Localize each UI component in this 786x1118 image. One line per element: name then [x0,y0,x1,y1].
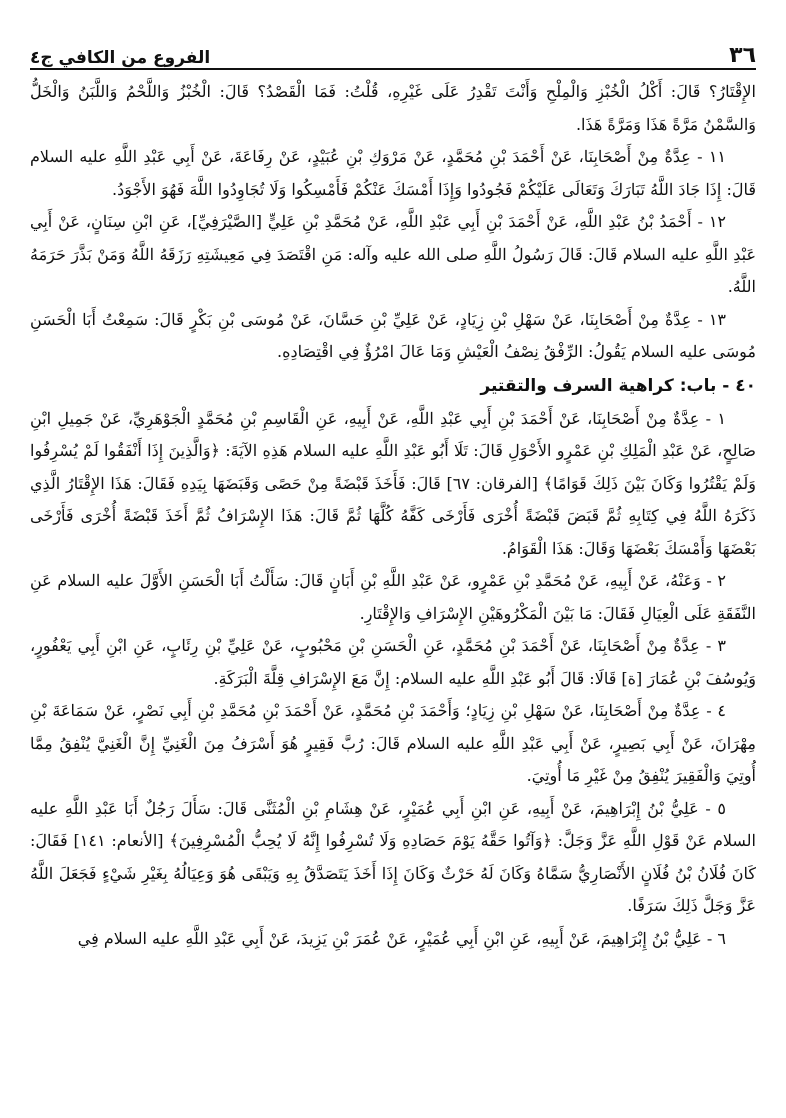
book-title: الفروع من الكافي ج٤ [30,48,211,68]
hadith-6: ٦ - عَلِيُّ بْنُ إِبْرَاهِيمَ، عَنْ أَبِيهِ، عَنِ ابْنِ أَبِي عُمَيْرٍ، عَنْ عُمَرَ بْنِ يَزِيدَ، عَنْ أَبِي عَبْدِ اللَّهِ عليه السلام فِي [77,928,726,948]
hadith-1: ١ - عِدَّةٌ مِنْ أَصْحَابِنَا، عَنْ أَحْمَدَ بْنِ أَبِي عَبْدِ اللَّهِ، عَنْ أَبِيهِ، عَنِ الْقَاسِمِ بْنِ مُحَمَّدٍ الْجَوْهَرِيِّ، عَنْ جَمِيلِ ابْنِ صَالِحٍ، عَنْ عَبْدِ الْمَلِكِ بْنِ عَمْرٍو الأَحْوَلِ قَالَ: تَلَا أَبُو عَبْدِ اللَّهِ عليه السلام هَذِهِ الآيَةَ: ﴿وَالَّذِينَ إِذَا أَنْفَقُوا لَمْ يُسْرِفُوا وَلَمْ يَقْتُرُوا وَكَانَ بَيْنَ ذَلِكَ قَوَامًا﴾ [الفرقان: ٦٧] قَالَ: فَأَخَذَ قَبْضَةً مِنْ حَصًى وَقَبَضَهَا بِيَدِهِ فَقَالَ: هَذَا الإِقْتَارُ الَّذِي ذَكَرَهُ اللَّهُ فِي كِتَابِهِ ثُمَّ قَبَضَ قَبْضَةً أُخْرَى فَأَرْخَى كَفَّهُ كُلَّهَا ثُمَّ قَالَ: هَذَا الإِسْرَافُ ثُمَّ أَخَذَ قَبْضَةً أُخْرَى فَأَرْخَى بَعْضَهَا وَأَمْسَكَ بَعْضَهَا وَقَالَ: هَذَا الْقَوَامُ. [30,408,757,558]
hadith-4: ٤ - عِدَّةٌ مِنْ أَصْحَابِنَا، عَنْ سَهْلِ بْنِ زِيَادٍ؛ وَأَحْمَدَ بْنِ مُحَمَّدٍ، عَنْ أَحْمَدَ بْنِ مُحَمَّدِ بْنِ أَبِي نَصْرٍ، عَنْ سَمَاعَةَ بْنِ مِهْرَانَ، عَنْ أَبِي بَصِيرٍ، عَنْ أَبِي عَبْدِ اللَّهِ عليه السلام قَالَ: رُبَّ فَقِيرٍ هُوَ أَسْرَفُ مِنَ الْغَنِيِّ إِنَّ الْغَنِيَّ يُنْفِقُ مِمَّا أُوتِيَ وَالْفَقِيرَ يُنْفِقُ مِنْ غَيْرِ مَا أُوتِيَ. [30,701,756,785]
hadith-5: ٥ - عَلِيُّ بْنُ إِبْرَاهِيمَ، عَنْ أَبِيهِ، عَنِ ابْنِ أَبِي عُمَيْرٍ، عَنْ هِشَامِ بْنِ الْمُثَنَّى قَالَ: سَأَلَ رَجُلٌ أَبَا عَبْدِ اللَّهِ عليه السلام عَنْ قَوْلِ اللَّهِ عَزَّ وَجَلَّ: ﴿وَآتُوا حَقَّهُ يَوْمَ حَصَادِهِ وَلَا تُسْرِفُوا إِنَّهُ لَا يُحِبُّ الْمُسْرِفِينَ﴾ [الأنعام: ١٤١] فَقَالَ: كَانَ فُلَانُ بْنُ فُلَانٍ الأَنْصَارِيُّ سَمَّاهُ وَكَانَ لَهُ حَرْثٌ وَكَانَ إِذَا أَخَذَ يَتَصَدَّقُ بِهِ وَيَبْقَى هُوَ وَعِيَالُهُ بِغَيْرِ شَيْءٍ فَجَعَلَ اللَّهُ عَزَّ وَجَلَّ ذَلِكَ سَرَفًا. [30,798,757,915]
hadith-2: ٢ - وَعَنْهُ، عَنْ أَبِيهِ، عَنْ مُحَمَّدِ بْنِ عَمْرٍو، عَنْ عَبْدِ اللَّهِ بْنِ أَبَانٍ قَالَ: سَأَلْتُ أَبَا الْحَسَنِ الأَوَّلَ عليه السلام عَنِ النَّفَقَةِ عَلَى الْعِيَالِ فَقَالَ: مَا بَيْنَ الْمَكْرُوهَيْنِ الإِسْرَافِ وَالإِقْتَارِ. [30,571,756,623]
hadith-11: ١١ - عِدَّةٌ مِنْ أَصْحَابِنَا، عَنْ أَحْمَدَ بْنِ مُحَمَّدٍ، عَنْ مَرْوَكِ بْنِ عُبَيْدٍ، عَنْ رِفَاعَةَ، عَنْ أَبِي عَبْدِ اللَّهِ عليه السلام قَالَ: إِذَا جَادَ اللَّهُ تَبَارَكَ وَتَعَالَى عَلَيْكُمْ فَجُودُوا وَإِذَا أَمْسَكَ عَنْكُمْ فَأَمْسِكُوا وَلَا تُجَاوِدُوا اللَّهَ فَهُوَ الأَجْوَدُ. [30,147,756,199]
page-body [30,76,756,955]
page-header [30,30,756,70]
page-number: ٣٦ [729,43,756,68]
hadith-13: ١٣ - عِدَّةٌ مِنْ أَصْحَابِنَا، عَنْ سَهْلِ بْنِ زِيَادٍ، عَنْ عَلِيِّ بْنِ حَسَّانَ، عَنْ مُوسَى بْنِ بَكْرٍ قَالَ: سَمِعْتُ أَبَا الْحَسَنِ مُوسَى عليه السلام يَقُولُ: الرِّفْقُ نِصْفُ الْعَيْشِ وَمَا عَالَ امْرُؤٌ فِي اقْتِصَادِهِ. [30,309,756,361]
hadith-3: ٣ - عِدَّةٌ مِنْ أَصْحَابِنَا، عَنْ أَحْمَدَ بْنِ مُحَمَّدٍ، عَنِ الْحَسَنِ بْنِ مَحْبُوبٍ، عَنْ عَلِيِّ بْنِ رِئَابٍ، عَنِ ابْنِ أَبِي يَعْفُورٍ، وَيُوسُفَ بْنِ عُمَارَ [ة] قَالَا: قَالَ أَبُو عَبْدِ اللَّهِ عليه السلام: إِنَّ مَعَ الإِسْرَافِ قِلَّةَ الْبَرَكَةِ. [30,636,756,688]
chapter-title: ٤٠ - باب: كراهية السرف والتقتير [480,375,756,396]
hadith-12: ١٢ - أَحْمَدُ بْنُ عَبْدِ اللَّهِ، عَنْ أَحْمَدَ بْنِ أَبِي عَبْدِ اللَّهِ، عَنْ مُحَمَّدِ بْنِ عَلِيٍّ [الصَّيْرَفِيِّ]، عَنِ ابْنِ سِنَانٍ، عَنْ أَبِي عَبْدِ اللَّهِ عليه السلام قَالَ: قَالَ رَسُولُ اللَّهِ صلى الله عليه وآله: مَنِ اقْتَصَدَ فِي مَعِيشَتِهِ رَزَقَهُ اللَّهُ وَمَنْ بَذَّرَ حَرَمَهُ اللَّهُ. [30,212,756,296]
paragraph-continued: الإِقْتَارُ؟ قَالَ: أَكْلُ الْخُبْزِ وَالْمِلْحِ وَأَنْتَ تَقْدِرُ عَلَى غَيْرِهِ، قُلْتُ: فَمَا الْقَصْدُ؟ قَالَ: الْخُبْزُ وَاللَّحْمُ وَاللَّبَنُ وَالْخَلُّ وَالسَّمْنُ مَرَّةً هَذَا وَمَرَّةً هَذَا. [30,82,756,134]
